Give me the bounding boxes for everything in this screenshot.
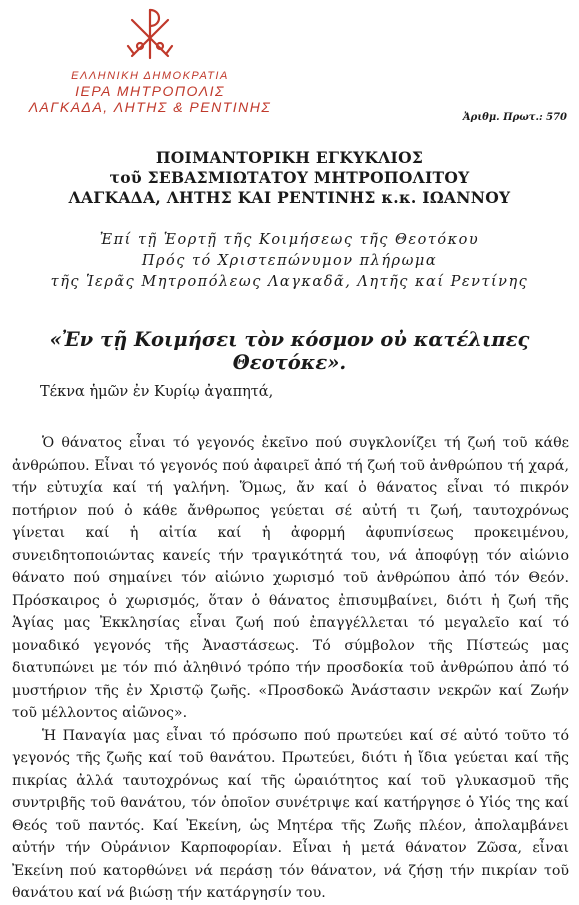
letterhead xyxy=(0,6,300,116)
greeting: Τέκνα ἡμῶν ἐν Κυρίῳ ἀγαπητά, xyxy=(40,384,274,400)
document-title xyxy=(0,148,579,208)
title-line-3: ΛΑΓΚΑΔΑ, ΛΗΤΗΣ ΚΑΙ ΡΕΝΤΙΝΗΣ κ.κ. ΙΩΑΝΝΟΥ xyxy=(68,188,511,207)
motto-heading: «Ἐν τῇ Κοιμήσει τὸν κόσμον οὐ κατέλιπες Θεοτόκε». xyxy=(49,328,530,374)
paragraph: Ὁ θάνατος εἶναι τό γεγονός ἐκεῖνο πού συγκλονίζει τή ζωή τοῦ κάθε ἀνθρώπου. Εἶναι τό γεγονός πού ἀφαιρεῖ ἀπό τή ζωή τοῦ ἀνθρώπου τή χαρά, τήν εὐτυχία καί τή γαλήνη. Ὅμως, ἄν καί ὁ θάνατος εἶναι τό πικρόν ποτήριον πού ὁ κάθε ἄνθρωπος γεύεται σέ αὐτή τι ζωή, ταυτοχρόνως γίνεται καί ἡ αἰτία καί ἡ ἀφορμή ἀφυπνίσεως προκειμένου, συνειδητοποιώντας κανείς τήν τραγικότητά του, νά ἀποφύγῃ τόν αἰώνιο θάνατο πού σημαίνει τόν αἰώνιο χωρισμό τοῦ ἀνθρώπου ἀπό τόν Θεόν. Πρόσκαιρος ὁ χωρισμός, ὅταν ὁ θάνατος ἐπισυμβαίνει, διότι ἡ ζωή τῆς Ἁγίας μας Ἐκκλησίας εἶναι ζωή πού ἐπαγγέλλεται τό μεγαλεῖο καί τό μοναδικό γεγονός τῆς Ἀναστάσεως. Τό σύμβολον τῆς Πίστεώς μας διατυπώνει με τόν πιό ἀληθινό τρόπο τήν προσδοκία τοῦ ἀνθρώπου ἀπό τό μυστήριον τῆς ἐν Χριστῷ ζωῆς. «Προσδοκῶ Ἀνάστασιν νεκρῶν καί Ζωήν τοῦ μέλλοντος αἰῶνος». xyxy=(12,435,569,721)
paragraph: Ἡ Παναγία μας εἶναι τό πρόσωπο πού πρωτεύει καί σέ αὐτό τοῦτο τό γεγονός τῆς ζωῆς καί τοῦ θανάτου. Πρωτεύει, διότι ἡ ἴδια γεύεται καί τῆς πικρίας ἀλλά ταυτοχρόνως καί τῆς ὡραιότητος καί τοῦ γλυκασμοῦ τῆς συντριβῆς τοῦ θανάτου, τόν ὁποῖον συνέτριψε καί κατήργησε ὁ Υἱός της καί Θεός τοῦ παντός. Καί Ἐκείνη, ὡς Μητέρα τῆς Ζωῆς πλέον, ἀπολαμβάνει αὐτήν τήν Οὐράνιον Καρποφορίαν. Εἶναι ἡ μετά θάνατον Ζῶσα, εἶναι Ἐκείνη πού κατορθώνει νά περάσῃ τόν θάνατον, νά ζήσῃ τήν πικρίαν τοῦ θανάτου καί νά βιώσῃ τήν κατάργησίν του. xyxy=(12,727,569,901)
title-line-1: ΠΟΙΜΑΝΤΟΡΙΚΗ ΕΓΚΥΚΛΙΟΣ xyxy=(155,148,424,167)
title-line-2: τοῦ ΣΕΒΑΣΜΙΩΤΑΤΟΥ ΜΗΤΡΟΠΟΛΙΤΟΥ xyxy=(109,168,470,187)
subtitle-line-3: τῆς Ἱερᾶς Μητροπόλεως Λαγκαδᾶ, Λητῆς καί Ρεντίνης xyxy=(50,274,529,290)
chi-rho-emblem-icon xyxy=(120,6,180,62)
document-subtitle xyxy=(0,230,579,293)
letterhead-metropolis: ΙΕΡΑ ΜΗΤΡΟΠΟΛΙΣ xyxy=(75,83,225,100)
protocol-number: Ἀριθμ. Πρωτ.: 570 xyxy=(462,112,567,123)
subtitle-line-1: Ἐπί τῇ Ἑορτῇ τῆς Κοιμήσεως τῆς Θεοτόκου xyxy=(99,232,480,248)
body-text xyxy=(12,432,569,905)
subtitle-line-2: Πρός τό Χριστεπώνυμον πλήρωμα xyxy=(141,253,438,269)
letterhead-region: ΛΑΓΚΑΔΑ, ΛΗΤΗΣ & ΡΕΝΤΙΝΗΣ xyxy=(28,99,272,116)
letterhead-state: ΕΛΛΗΝΙΚΗ ΔΗΜΟΚΡΑΤΙΑ xyxy=(71,70,229,82)
